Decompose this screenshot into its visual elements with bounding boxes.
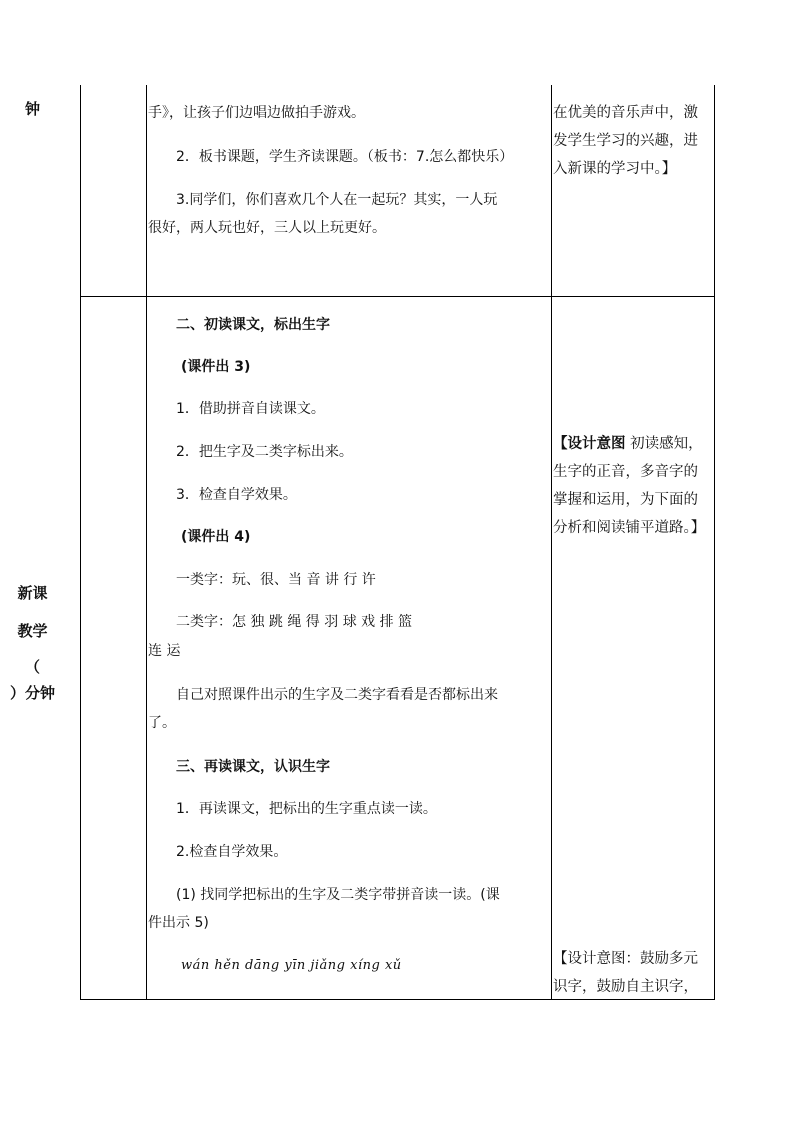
check-line-2: 了。 [148, 715, 176, 731]
row1-left-label: 钟 [24, 100, 40, 118]
row1-design-line-3: 入新课的学习中。】 [553, 161, 677, 177]
design-note-1-line-4: 分析和阅读铺平道路。】 [553, 520, 706, 536]
row2-label-line-4: ）分钟 [9, 684, 55, 702]
column-divider-2 [551, 85, 552, 999]
row1-line-2: 2．板书课题，学生齐读课题。（板书：7.怎么都快乐） [176, 149, 514, 165]
step-1-1: 1．借助拼音自读课文。 [176, 401, 325, 417]
step-1-2: 2．把生字及二类字标出来。 [176, 444, 353, 460]
design-note-2-line-2: 识字，鼓励自主识字， [553, 979, 698, 995]
row2-label-line-2: 教学 [17, 622, 48, 640]
row1-design-line-1: 在优美的音乐声中，激 [553, 105, 698, 121]
row1-line-3: 3.同学们，你们喜欢几个人在一起玩？其实，一人玩 [176, 192, 498, 208]
check-line-1: 自己对照课件出示的生字及二类字看看是否都标出来 [176, 687, 498, 703]
section-heading-2: 三、再读课文，认识生字 [176, 759, 330, 775]
sub-step-1-line-2: 件出示 5) [148, 915, 209, 931]
design-note-1-label: 【设计意图 [553, 436, 626, 452]
row1-line-1: 手》，让孩子们边唱边做拍手游戏。 [148, 105, 365, 121]
sub-step-1-line-1: (1) 找同学把标出的生字及二类字带拼音读一读。(课 [176, 887, 500, 903]
step-2-2: 2.检查自学效果。 [176, 844, 288, 860]
pinyin-line: wán hěn dāng yīn jiǎng xíng xǔ [181, 958, 402, 973]
class2-characters-line-1: 二类字：怎 独 跳 绳 得 羽 球 戏 排 篮 [176, 614, 413, 630]
design-note-1-line-2: 生字的正音，多音字的 [553, 464, 698, 480]
class1-characters: 一类字：玩、很、当 音 讲 行 许 [176, 572, 376, 588]
step-1-3: 3．检查自学效果。 [176, 487, 297, 503]
step-2-1: 1．再读课文，把标出的生字重点读一读。 [176, 801, 437, 817]
design-note-1-line-1-rest: 初读感知， [630, 436, 703, 452]
courseware-4: (课件出 4) [181, 529, 251, 545]
design-note-1-line-3: 掌握和运用，为下面的 [553, 492, 698, 508]
design-note-2-line-1: 【设计意图：鼓励多元 [553, 951, 698, 967]
row2-design-note-2 [553, 945, 713, 1001]
row1-design-note [553, 99, 713, 183]
row-divider [81, 296, 714, 297]
column-divider-1 [146, 85, 147, 999]
row1-design-line-2: 发学生学习的兴趣，进 [553, 133, 698, 149]
section-heading-1: 二、初读课文，标出生字 [176, 317, 330, 333]
class2-characters-line-2: 连 运 [148, 643, 181, 659]
row2-label-line-3: （ [24, 658, 40, 676]
row1-line-4: 很好，两人玩也好，三人以上玩更好。 [148, 220, 386, 236]
design-note-1-line-1 [553, 430, 713, 458]
courseware-3: (课件出 3) [181, 359, 251, 375]
row2-design-note-1 [553, 430, 713, 542]
row2-label-line-1: 新课 [17, 584, 48, 602]
